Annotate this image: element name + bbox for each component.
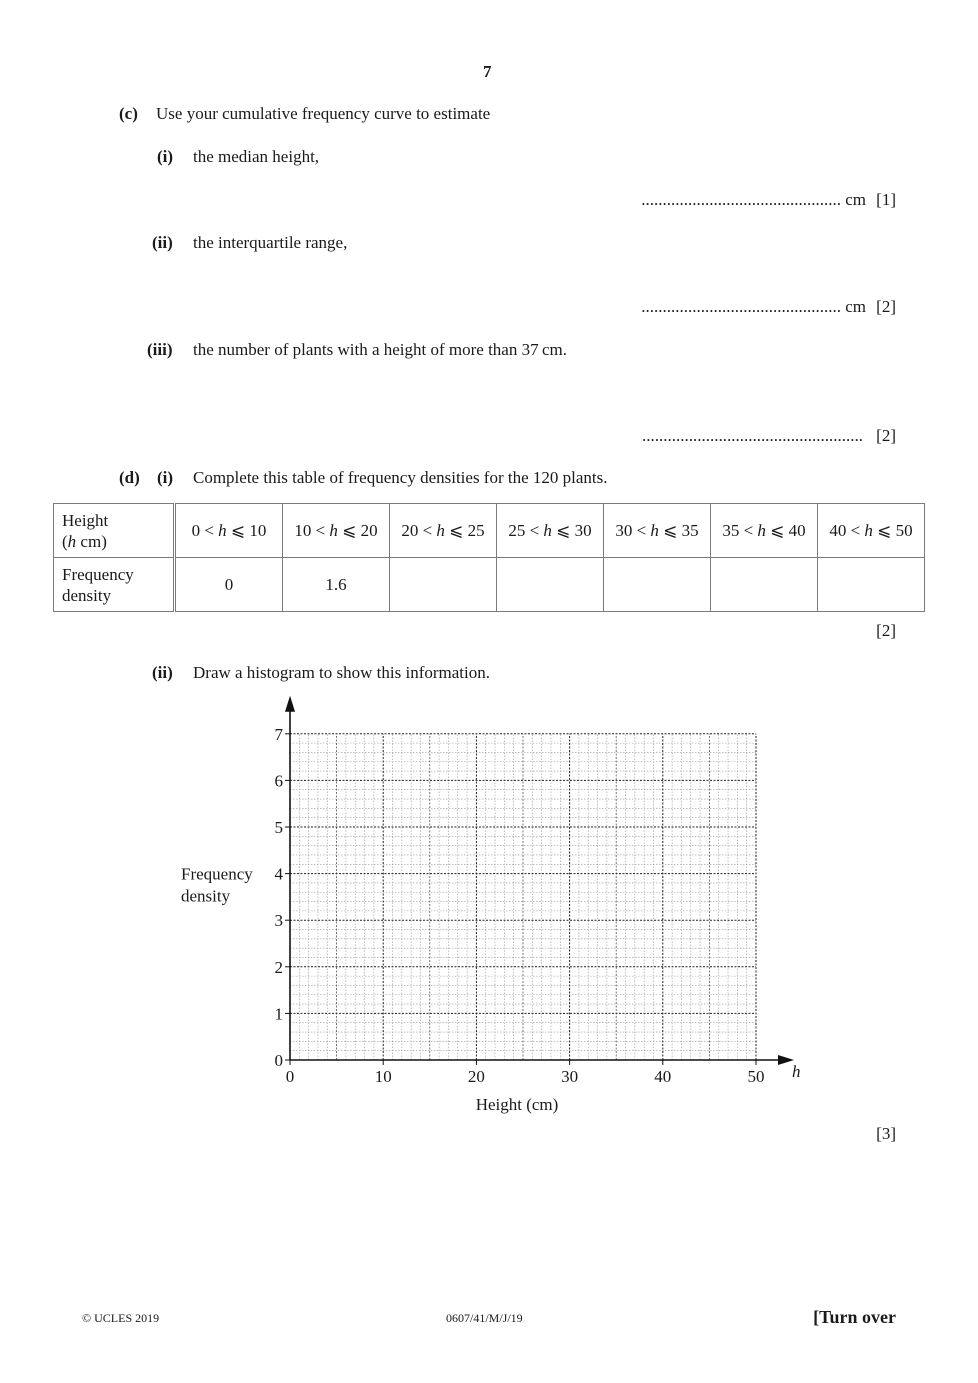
part-c-ii-label: (ii) [152,233,173,252]
y-tick-label: 6 [274,771,283,791]
x-tick-label: 50 [747,1067,765,1086]
y-tick-label: 3 [274,911,283,931]
interval-cell: 10 < h ⩽ 20 [283,504,390,558]
interval-cell: 35 < h ⩽ 40 [711,504,818,558]
row-header-density: Frequency density [54,558,175,612]
density-answer-cell[interactable] [497,558,604,612]
part-c-iii-label: (iii) [147,340,173,359]
y-tick-label: 5 [274,818,283,837]
part-d-i-label: (i) [157,468,174,487]
part-c-i-label: (i) [157,147,174,166]
density-cell: 1.6 [283,558,390,612]
part-d-ii-label: (ii) [152,663,173,682]
marks-d-i: [2] [876,621,896,640]
y-axis-arrow [285,696,295,712]
y-tick-label: 1 [274,1004,283,1024]
marks-c-iii: [2] [876,426,896,445]
turn-over: [Turn over [813,1307,896,1327]
answer-line-c-ii[interactable]: ............................................... cm [641,297,866,316]
x-tick-label: 20 [467,1067,485,1086]
part-d-i-text: Complete this table of frequency densities for the 120 plants. [193,468,608,487]
copyright: © UCLES 2019 [82,1311,160,1325]
x-tick-label: 30 [561,1067,579,1086]
x-tick-label: 10 [374,1067,392,1086]
marks-d-ii: [3] [876,1124,896,1143]
answer-line-c-i[interactable]: ............................................... cm [641,190,866,209]
marks-c-i: [1] [876,190,896,209]
part-d-ii-text: Draw a histogram to show this information. [193,663,490,682]
x-tick-label: 0 [285,1067,295,1086]
table-row-density [54,558,925,612]
row-header-height: Height (h cm) [54,504,175,558]
frequency-density-table [53,503,925,612]
part-c-ii-text: the interquartile range, [193,233,348,252]
y-axis-title: Frequency density [181,864,253,906]
x-variable-label: h [792,1062,801,1081]
part-c-iii-text: the number of plants with a height of more than 37 cm. [193,340,568,359]
part-c-instruction: Use your cumulative frequency curve to estimate [156,104,491,123]
density-answer-cell[interactable] [711,558,818,612]
interval-cell: 30 < h ⩽ 35 [604,504,711,558]
y-tick-label: 0 [274,1051,283,1070]
part-d-label: (d) [119,468,140,487]
density-cell: 0 [175,558,283,612]
y-tick-label: 7 [274,724,283,744]
density-answer-cell[interactable] [604,558,711,612]
density-answer-cell[interactable] [390,558,497,612]
density-answer-cell[interactable] [818,558,925,612]
part-c-label: (c) [119,104,138,123]
histogram-grid[interactable] [170,695,810,1125]
x-tick-label: 40 [654,1067,672,1086]
page-number: 7 [483,62,492,81]
part-c-i-text: the median height, [193,147,320,166]
answer-line-c-iii[interactable]: .................................................... [642,426,863,445]
y-tick-label: 2 [274,957,283,977]
interval-cell: 20 < h ⩽ 25 [390,504,497,558]
y-tick-label: 4 [274,864,283,884]
interval-cell: 40 < h ⩽ 50 [818,504,925,558]
marks-c-ii: [2] [876,297,896,316]
interval-cell: 0 < h ⩽ 10 [175,504,283,558]
table-row-height [54,504,925,558]
paper-code: 0607/41/M/J/19 [446,1311,523,1325]
interval-cell: 25 < h ⩽ 30 [497,504,604,558]
x-axis-title: Height (cm) [475,1095,559,1114]
